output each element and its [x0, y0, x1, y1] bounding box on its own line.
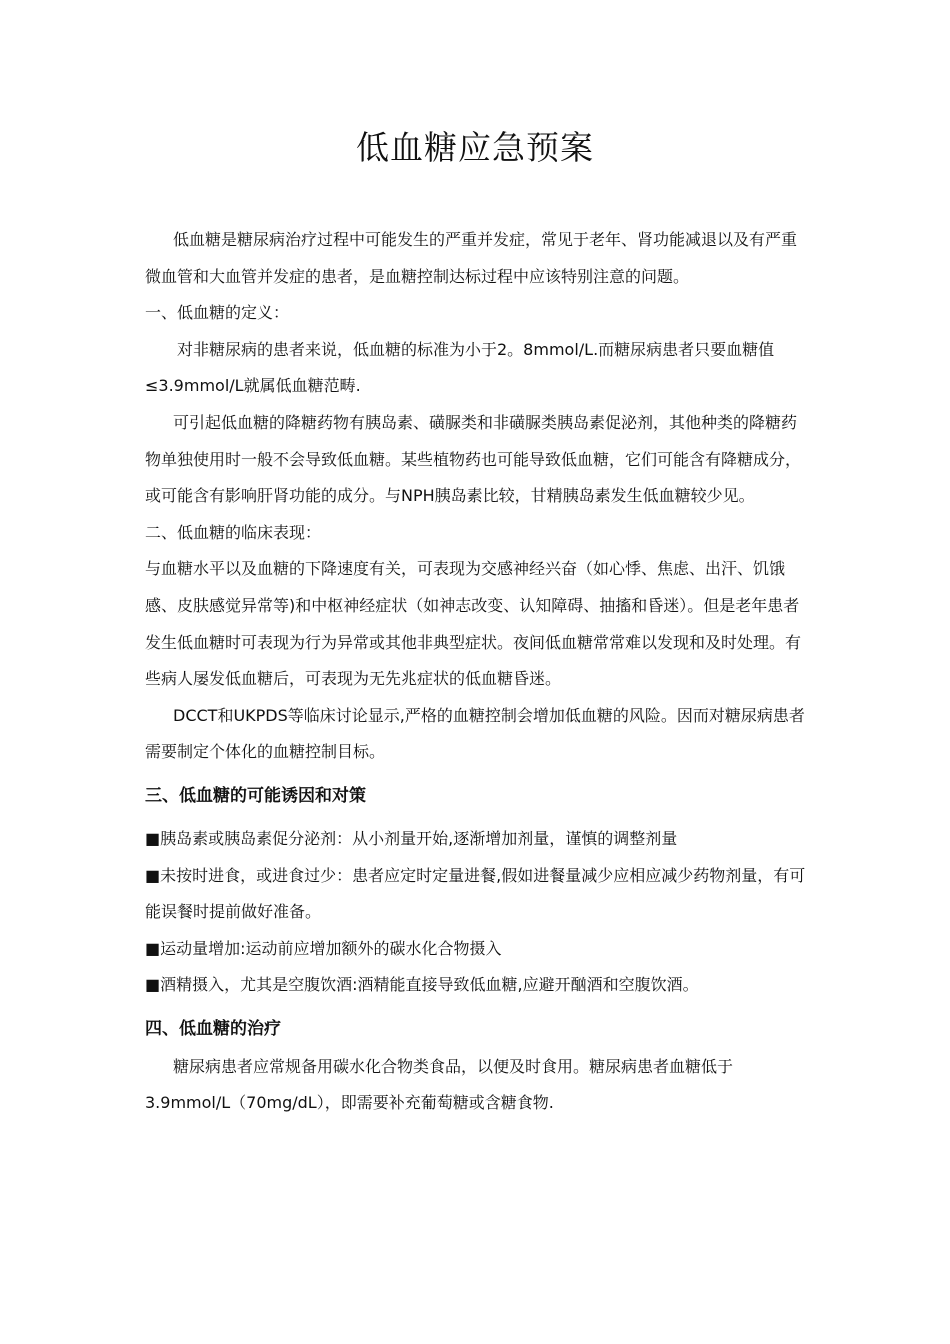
section-3-heading: 三、低血糖的可能诱因和对策 [145, 785, 366, 806]
section-3-item-1: ■胰岛素或胰岛素促分泌剂：从小剂量开始,逐渐增加剂量，谨慎的调整剂量 [145, 828, 678, 848]
section-2-paragraph-1: 与血糖水平以及血糖的下降速度有关，可表现为交感神经兴奋（如心悸、焦虑、出汗、饥饿感、皮肤感觉异常等)和中枢神经症状（如神志改变、认知障碍、抽搐和昏迷）。但是老年患者发生低血糖时可表现为行为异常或其他非典型症状。夜间低血糖常常难以发现和及时处理。有些病人屡发低血糖后，可表现为无先兆症状的低血糖昏迷。 [145, 559, 802, 689]
section-2-heading: 二、低血糖的临床表现： [145, 522, 322, 542]
section-3-item-3: ■运动量增加:运动前应增加额外的碳水化合物摄入 [145, 938, 502, 958]
document-title: 低血糖应急预案 [356, 128, 594, 167]
intro-paragraph: 低血糖是糖尿病治疗过程中可能发生的严重并发症，常见于老年、肾功能减退以及有严重微血管和大血管并发症的患者，是血糖控制达标过程中应该特别注意的问题。 [145, 230, 798, 286]
section-3-item-2: ■未按时进食，或进食过少：患者应定时定量进餐,假如进餐量减少应相应减少药物剂量，有可能误餐时提前做好准备。 [145, 865, 806, 922]
section-1-paragraph-2: 可引起低血糖的降糖药物有胰岛素、磺脲类和非磺脲类胰岛素促泌剂，其他种类的降糖药物单独使用时一般不会导致低血糖。某些植物药也可能导致低血糖，它们可能含有降糖成分，或可能含有影响肝肾功能的成分。与NPH胰岛素比较，甘精胰岛素发生低血糖较少见。 [145, 412, 802, 506]
section-4-paragraph-1: 糖尿病患者应常规备用碳水化合物类食品，以便及时食用。糖尿病患者血糖低于3.9mmol/L（70mg/dL），即需要补充葡萄糖或含糖食物. [145, 1056, 734, 1113]
section-1-heading: 一、低血糖的定义： [145, 303, 290, 323]
section-3-item-4: ■酒精摄入，尤其是空腹饮酒:酒精能直接导致低血糖,应避开酗酒和空腹饮酒。 [145, 975, 699, 995]
section-2-paragraph-2: DCCT和UKPDS等临床讨论显示,严格的血糖控制会增加低血糖的风险。因而对糖尿病患者需要制定个体化的血糖控制目标。 [145, 705, 805, 762]
section-1-paragraph-1: 对非糖尿病的患者来说，低血糖的标准为小于2。8mmol/L.而糖尿病患者只要血糖值≤3.9mmol/L就属低血糖范畴. [145, 339, 775, 396]
document-body [145, 222, 809, 1122]
section-4-heading: 四、低血糖的治疗 [145, 1018, 281, 1039]
